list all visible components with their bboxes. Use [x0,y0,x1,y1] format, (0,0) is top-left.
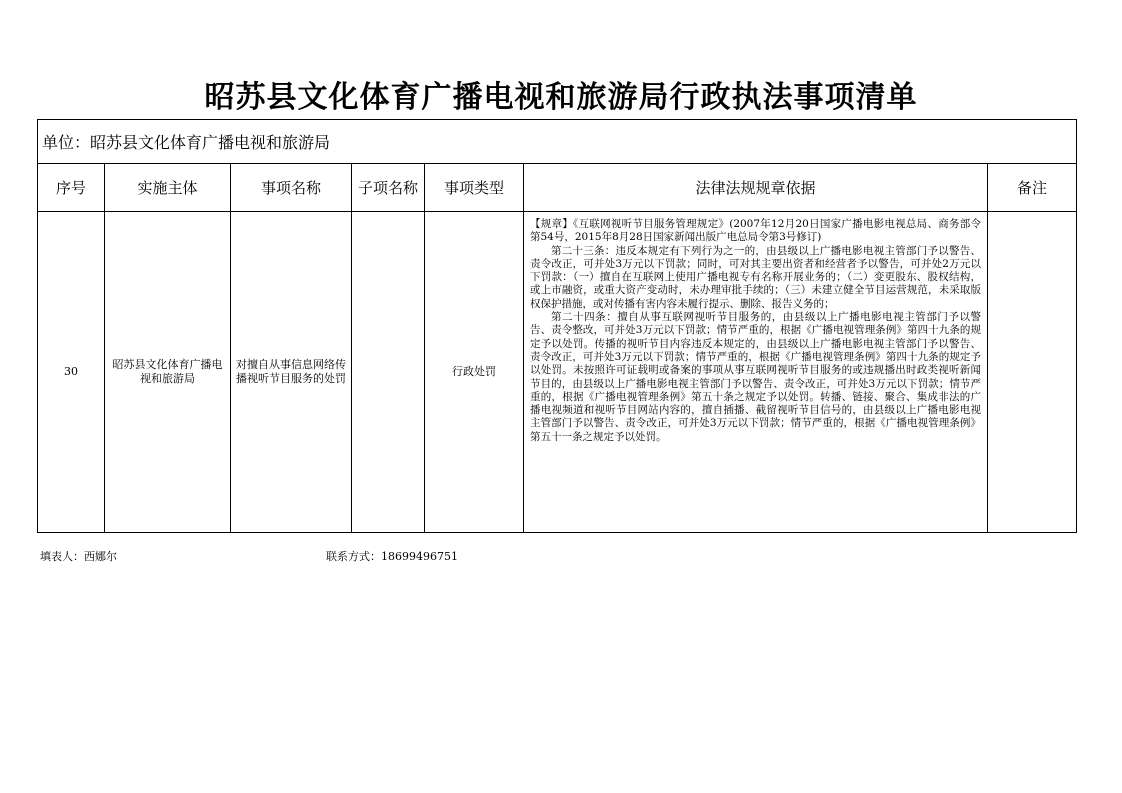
row-item: 对擅自从事信息网络传播视听节目服务的处罚 [231,212,352,533]
basis-paragraph: 第二十四条：擅自从事互联网视听节目服务的，由县级以上广播电影电视主管部门予以警告、责令整改，可并处3万元以下罚款；情节严重的，根据《广播电视管理条例》第四十九条的规定予以处罚。传播的视听节目内容违反本规定的，由县级以上广播电影电视主管部门予以警告、责令改正，可并处3万元以下罚款；情节严重的，根据《广播电视管理条例》第四十九条的规定予以处罚。未按照许可证载明或备案的事项从事互联网视听节目服务的或违规播出时政类视听新闻节目的，由县级以上广播电影电视主管部门予以警告、责令改正，可并处3万元以下罚款；情节严重的，根据《广播电视管理条例》第五十条之规定予以处罚。转播、链接、聚合、集成非法的广播电视频道和视听节目网站内容的，擅自插播、截留视听节目信号的，由县级以上广播电影电视主管部门予以警告、责令改正，可并处3万元以下罚款；情节严重的，根据《广播电视管理条例》第五十一条之规定予以处罚。 [530,311,981,443]
header-subitem: 子项名称 [352,164,425,212]
header-basis: 法律法规规章依据 [524,164,988,212]
row-basis [524,212,988,533]
row-subitem [352,212,425,533]
basis-paragraph: 第二十三条：违反本规定有下列行为之一的，由县级以上广播电影电视主管部门予以警告、责令改正，可并处3万元以下罚款；同时，可对其主要出资者和经营者予以警告，可并处2万元以下罚款：（一）擅自在互联网上使用广播电视专有名称开展业务的；（二）变更股东、股权结构，或上市融资，或重大资产变动时，未办理审批手续的；（三）未建立健全节目运营规范，未采取版权保护措施，或对传播有害内容未履行提示、删除、报告义务的； [530,244,981,310]
header-type: 事项类型 [425,164,524,212]
header-remark: 备注 [988,164,1077,212]
header-item: 事项名称 [231,164,352,212]
contact-label: 联系方式：18699496751 [326,550,458,563]
page-title: 昭苏县文化体育广播电视和旅游局行政执法事项清单 [204,80,918,115]
table-row [38,212,1077,533]
table-header-row [38,164,1077,212]
enforcement-table [37,119,1077,533]
row-subject: 昭苏县文化体育广播电视和旅游局 [105,212,231,533]
header-subject: 实施主体 [105,164,231,212]
unit-label: 单位：昭苏县文化体育广播电视和旅游局 [38,120,1077,164]
row-no: 30 [38,212,105,533]
basis-paragraph: 【规章】《互联网视听节目服务管理规定》(2007年12月20日国家广播电影电视总局、商务部令第54号，2015年8月28日国家新闻出版广电总局令第3号修订) [530,218,981,244]
filler-label: 填表人：西娜尔 [40,550,117,563]
row-remark [988,212,1077,533]
header-no: 序号 [38,164,105,212]
row-type: 行政处罚 [425,212,524,533]
